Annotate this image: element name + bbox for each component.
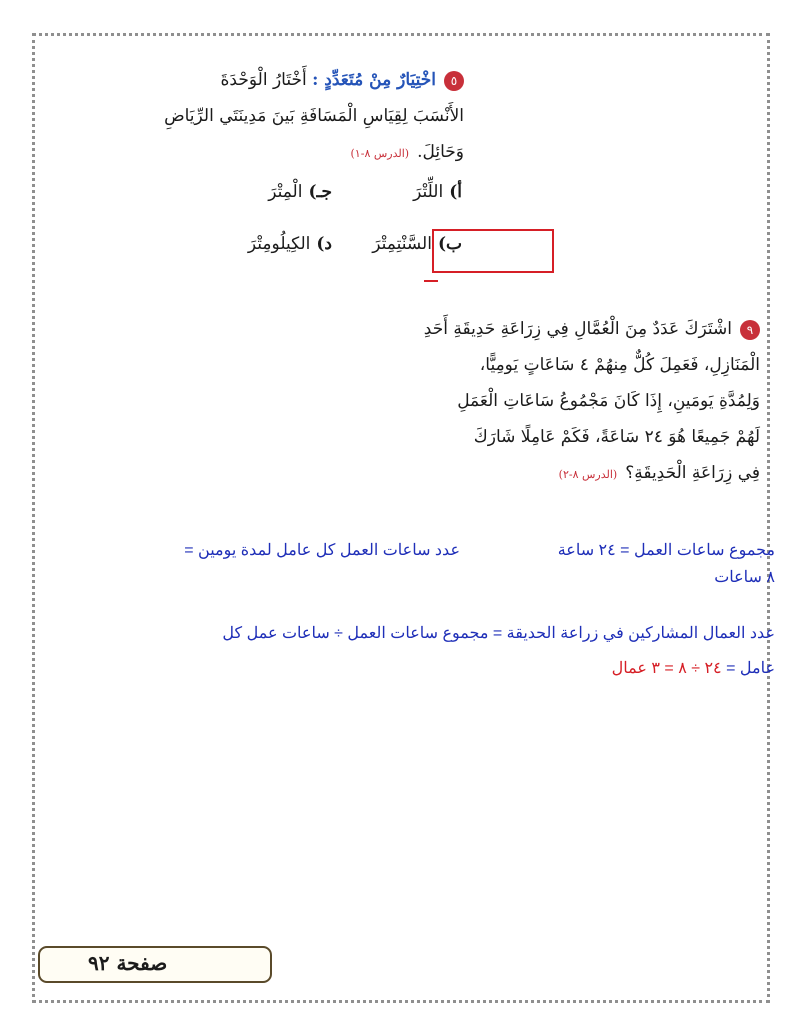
question-line: أَخْتَارُ الْوَحْدَةَ xyxy=(220,70,307,90)
choice-a[interactable] xyxy=(413,182,462,202)
lesson-reference: (الدرس ٨-١) xyxy=(350,147,410,160)
choice-label: جـ) xyxy=(308,182,332,202)
answer-calc-start: عامل = xyxy=(726,660,775,677)
question-line: لَهُمْ جَمِيعًا هُوَ ٢٤ سَاعَةً، فَكَمْ عَامِلًا شَارَكَ xyxy=(473,427,760,447)
question-number-badge: ٥ xyxy=(444,71,464,91)
question-line: فِي زِرَاعَةِ الْحَدِيقَةِ؟ xyxy=(625,463,760,483)
question-line: وَلِمُدَّةِ يَومَينِ، إِذَا كَانَ مَجْمُوعُ سَاعَاتِ الْعَمَلِ xyxy=(457,391,760,411)
question-9 xyxy=(320,311,760,491)
answer-formula: عدد العمال المشاركين في زراعة الحديقة = مجموع ساعات العمل ÷ ساعات عمل كل xyxy=(222,625,775,642)
page-number: صفحة ٩٢ xyxy=(88,951,168,975)
question-line: وَحَائِلَ. xyxy=(417,142,464,162)
question-line: الْمَنَازِلِ، فَعَمِلَ كُلٌّ مِنهُمْ ٤ سَاعَاتٍ يَومِيًّا، xyxy=(479,355,760,375)
answer-total-hours: مجموع ساعات العمل = ٢٤ ساعة xyxy=(557,542,775,559)
choice-label: ب) xyxy=(437,234,462,254)
question-number-badge: ٩ xyxy=(740,320,760,340)
choice-label: د) xyxy=(316,234,332,254)
page-border xyxy=(32,33,770,1003)
choice-text: اللِّتْرَ xyxy=(413,182,444,202)
answer-hours-per-worker: عدد ساعات العمل كل عامل لمدة يومين = xyxy=(184,542,460,559)
choice-d[interactable] xyxy=(248,234,332,254)
question-line: اشْتَرَكَ عَدَدٌ مِنَ الْعُمَّالِ فِي زِرَاعَةِ حَدِيقَةِ أَحَدِ xyxy=(423,319,732,339)
choice-label: أ) xyxy=(449,182,462,202)
choice-c[interactable] xyxy=(268,182,332,202)
answer-result: ٢٤ ÷ ٨ = ٣ عمال xyxy=(611,660,722,677)
answer-calculation xyxy=(612,658,775,678)
lesson-reference: (الدرس ٨-٢) xyxy=(558,468,618,481)
answer-hours-value: ٨ ساعات xyxy=(714,569,775,586)
question-lead: اخْتِيَارٌ مِنْ مُتَعَدِّدٍ : xyxy=(312,70,436,90)
choice-text: الْمِتْرَ xyxy=(268,182,303,202)
selected-answer-box xyxy=(432,229,554,273)
question-line: الأَنْسَبَ لِقِيَاسِ الْمَسَافَةِ بَينَ مَدِينَتَي الرِّيَاضِ xyxy=(164,106,464,126)
choice-text: الكِيلُومِتْرَ xyxy=(247,234,311,254)
question-5 xyxy=(44,62,464,170)
selection-mark xyxy=(424,280,438,282)
choice-text: السَّنْتِمِتْرَ xyxy=(372,234,432,254)
